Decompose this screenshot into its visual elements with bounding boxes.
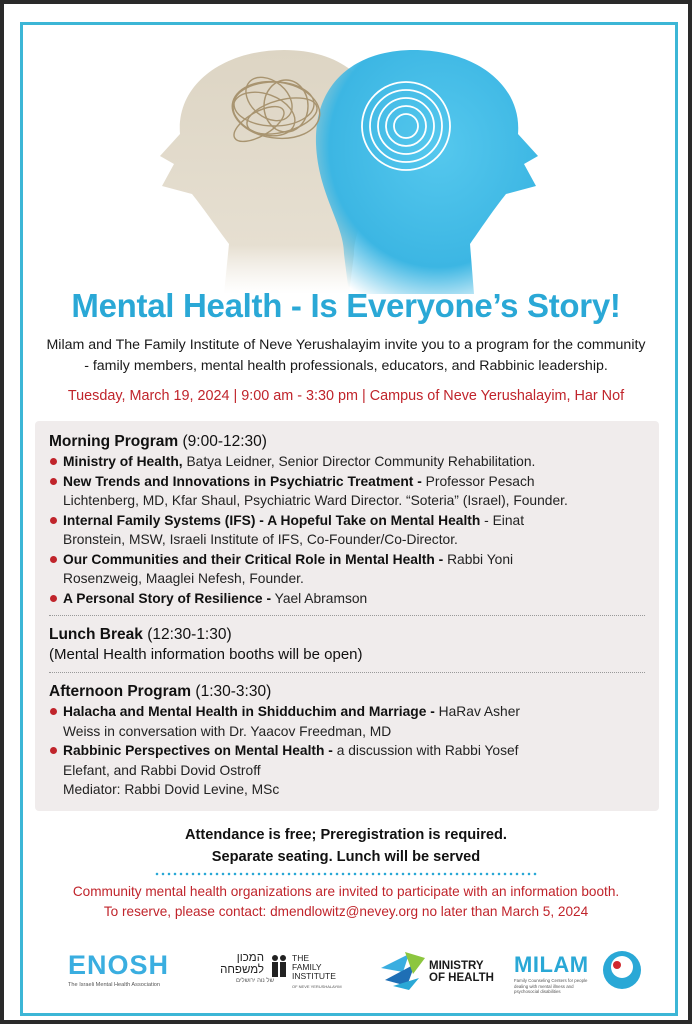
family-hebrew-sub: של נוה ירושלים (236, 978, 274, 984)
enosh-logo (68, 950, 169, 988)
enosh-wordmark: ENOSH (68, 950, 170, 980)
bullet-icon (50, 517, 57, 524)
attendance-notice (4, 824, 688, 868)
program-item (49, 452, 645, 472)
item-title: Our Communities and their Critical Role in Mental Health - (63, 551, 444, 567)
family-hebrew-line: המכון (236, 952, 264, 964)
bullet-icon (50, 595, 57, 602)
invite-line: Community mental health organizations are invited to participate with an information booth. (72, 884, 620, 899)
bullet-icon (50, 458, 57, 465)
item-text: Batya Leidner, Senior Director Community Rehabilitation. (186, 454, 536, 469)
item-title: Halacha and Mental Health in Shidduchim and Marriage - (63, 704, 435, 719)
afternoon-time: (1:30-3:30) (195, 683, 272, 700)
intro-text (4, 335, 688, 377)
lunch-time: (12:30-1:30) (147, 626, 232, 643)
sponsor-logos (34, 944, 662, 1000)
item-text-cont: Elefant, and Rabbi Dovid Ostroff (63, 762, 261, 778)
item-text-cont: Mediator: Rabbi Dovid Levine, MSc (63, 782, 280, 797)
program-item (49, 589, 645, 609)
morning-heading (49, 431, 645, 452)
item-text-cont: Rosenzweig, Maaglei Nefesh, Founder. (63, 571, 304, 586)
intro-line: Milam and The Family Institute of Neve Yerushalayim invite you to a program for the community (46, 337, 646, 353)
family-hebrew-line: למשפחה (220, 964, 264, 976)
bullet-icon (50, 708, 57, 715)
item-text-cont: Weiss in conversation with Dr. Yaacov Freedman, MD (63, 723, 392, 739)
morning-title: Morning Program (49, 433, 179, 450)
family-institute-logo (214, 952, 374, 992)
lunch-note: (Mental Health information booths will be open) (49, 646, 363, 663)
booth-invite (4, 882, 688, 922)
ministry-name (429, 960, 494, 984)
ministry-of-health-logo (379, 946, 499, 996)
item-title: New Trends and Innovations in Psychiatric Treatment - (63, 473, 422, 489)
milam-tagline: Family Counseling Centers for people dealing with mental illness and psychosocial disabilities (514, 978, 588, 994)
item-text-cont: Bronstein, MSW, Israeli Institute of IFS, Co-Founder/Co-Director. (63, 532, 458, 547)
family-english-line: FAMILY (292, 962, 322, 972)
lunch-heading (49, 624, 645, 645)
two-heads-illustration (154, 44, 544, 294)
milam-circle-icon (602, 950, 642, 990)
program-box (35, 421, 659, 811)
item-title: Ministry of Health, (63, 454, 183, 469)
invite-line: To reserve, please contact: dmendlowitz@nevey.org no later than March 5, 2024 (103, 904, 589, 919)
afternoon-heading (49, 681, 645, 702)
ministry-line: MINISTRY (429, 960, 484, 972)
divider (49, 615, 645, 616)
family-english-sub: OF NEVE YERUSHALAYIM (292, 984, 342, 989)
item-title: Internal Family Systems (IFS) - A Hopeful Take on Mental Health (63, 512, 481, 528)
item-text: Rabbi Yoni (447, 551, 514, 567)
program-item (49, 511, 645, 550)
milam-logo (514, 948, 644, 998)
item-text: a discussion with Rabbi Yosef (336, 743, 519, 758)
family-figures-icon (270, 954, 288, 978)
program-item (49, 702, 645, 741)
enosh-tagline: The Israeli Mental Health Association (68, 982, 161, 988)
intro-line: - family members, mental health professionals, educators, and Rabbinic leadership. (84, 358, 608, 374)
lunch-title: Lunch Break (49, 626, 143, 643)
dotted-divider (154, 872, 538, 876)
family-english-line: INSTITUTE (292, 971, 336, 981)
morning-time: (9:00-12:30) (182, 433, 267, 450)
milam-wordmark: MILAM (514, 952, 589, 977)
page-title: Mental Health - Is Everyone’s Story! (71, 287, 621, 324)
item-text: - Einat (484, 512, 525, 528)
item-title: Rabbinic Perspectives on Mental Health - (63, 743, 333, 758)
family-english-line: THE (292, 953, 309, 963)
item-text-cont: Lichtenberg, MD, Kfar Shaul, Psychiatric Ward Director. “Soteria” (Israel), Founder. (63, 493, 568, 508)
afternoon-title: Afternoon Program (49, 683, 192, 700)
bullet-icon (50, 556, 57, 563)
program-item (49, 472, 645, 511)
item-text: Yael Abramson (274, 590, 368, 606)
flyer (4, 4, 688, 1020)
bullet-icon (50, 478, 57, 485)
program-item (49, 741, 645, 800)
program-item (49, 550, 645, 589)
event-date-line: Tuesday, March 19, 2024 | 9:00 am - 3:30 pm | Campus of Neve Yerushalayim, Har Nof (67, 388, 625, 404)
item-text: Professor Pesach (425, 473, 535, 489)
attendance-line: Separate seating. Lunch will be served (211, 849, 481, 865)
ministry-emblem-icon (379, 950, 429, 992)
ministry-line: OF HEALTH (429, 972, 494, 984)
divider (49, 672, 645, 673)
item-text: HaRav Asher (438, 704, 520, 719)
family-english-name (292, 954, 336, 981)
family-hebrew-name (214, 952, 264, 976)
bullet-icon (50, 747, 57, 754)
attendance-line: Attendance is free; Preregistration is required. (185, 827, 507, 843)
item-title: A Personal Story of Resilience - (63, 590, 272, 606)
